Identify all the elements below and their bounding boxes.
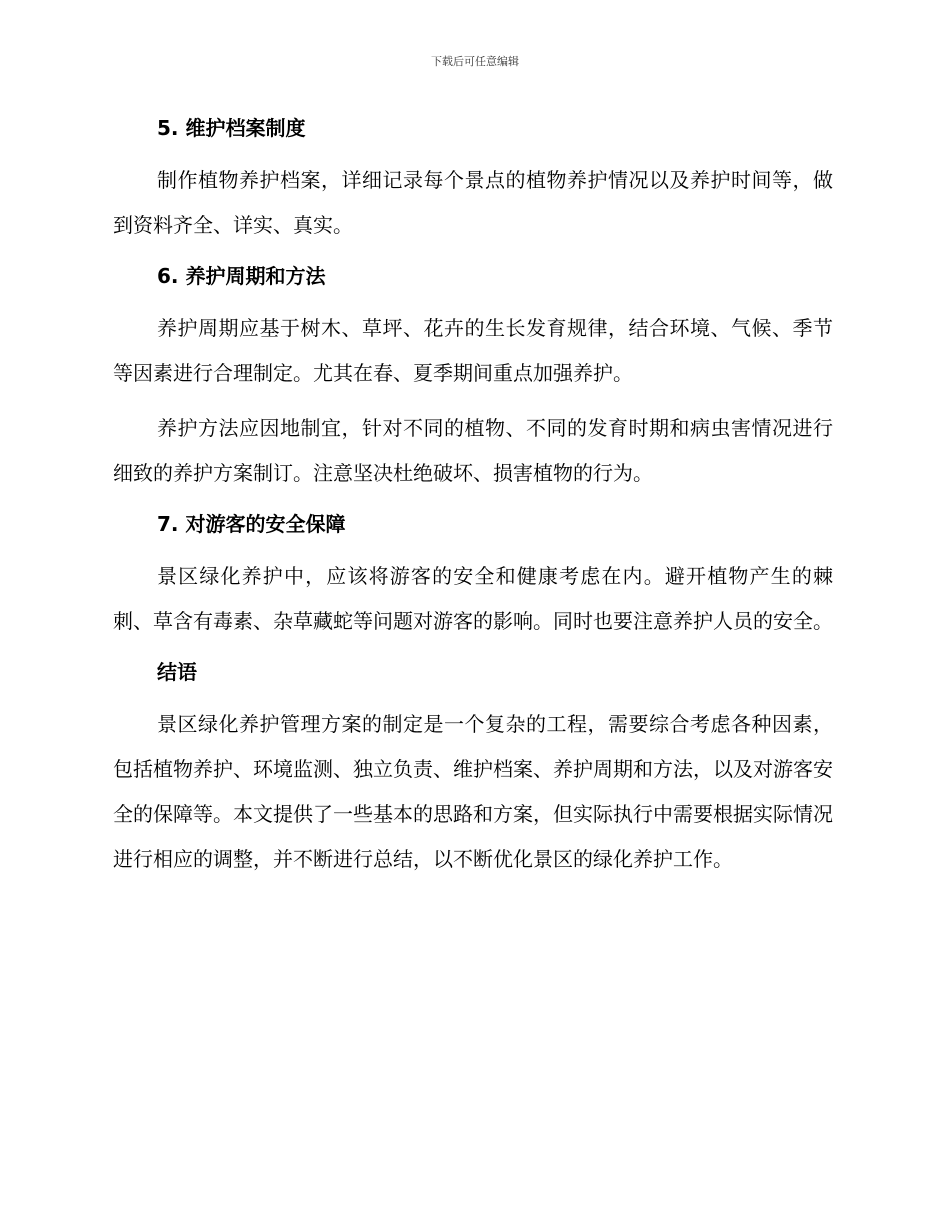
document-body [113,114,833,882]
section-cycle-and-method [113,262,833,496]
page-header: 下载后可任意编辑 [431,55,519,68]
paragraph: 养护周期应基于树木、草坪、花卉的生长发育规律，结合环境、气候、季节等因素进行合理制定。尤其在春、夏季期间重点加强养护。 [113,316,833,385]
section-conclusion [113,658,833,882]
section-maintenance-records [113,114,833,248]
section-heading: 6. 养护周期和方法 [157,264,326,288]
section-heading: 5. 维护档案制度 [157,116,306,140]
section-heading: 结语 [157,660,197,684]
paragraph: 养护方法应因地制宜，针对不同的植物、不同的发育时期和病虫害情况进行细致的养护方案制订。注意坚决杜绝破坏、损害植物的行为。 [113,416,833,485]
paragraph: 制作植物养护档案，详细记录每个景点的植物养护情况以及养护时间等，做到资料齐全、详实、真实。 [113,168,833,237]
section-heading: 7. 对游客的安全保障 [157,512,346,536]
paragraph: 景区绿化养护中，应该将游客的安全和健康考虑在内。避开植物产生的棘刺、草含有毒素、杂草藏蛇等问题对游客的影响。同时也要注意养护人员的安全。 [113,564,833,633]
paragraph: 景区绿化养护管理方案的制定是一个复杂的工程，需要综合考虑各种因素，包括植物养护、环境监测、独立负责、维护档案、养护周期和方法，以及对游客安全的保障等。本文提供了一些基本的思路和方案，但实际执行中需要根据实际情况进行相应的调整，并不断进行总结，以不断优化景区的绿化养护工作。 [113,712,833,871]
section-visitor-safety [113,510,833,644]
